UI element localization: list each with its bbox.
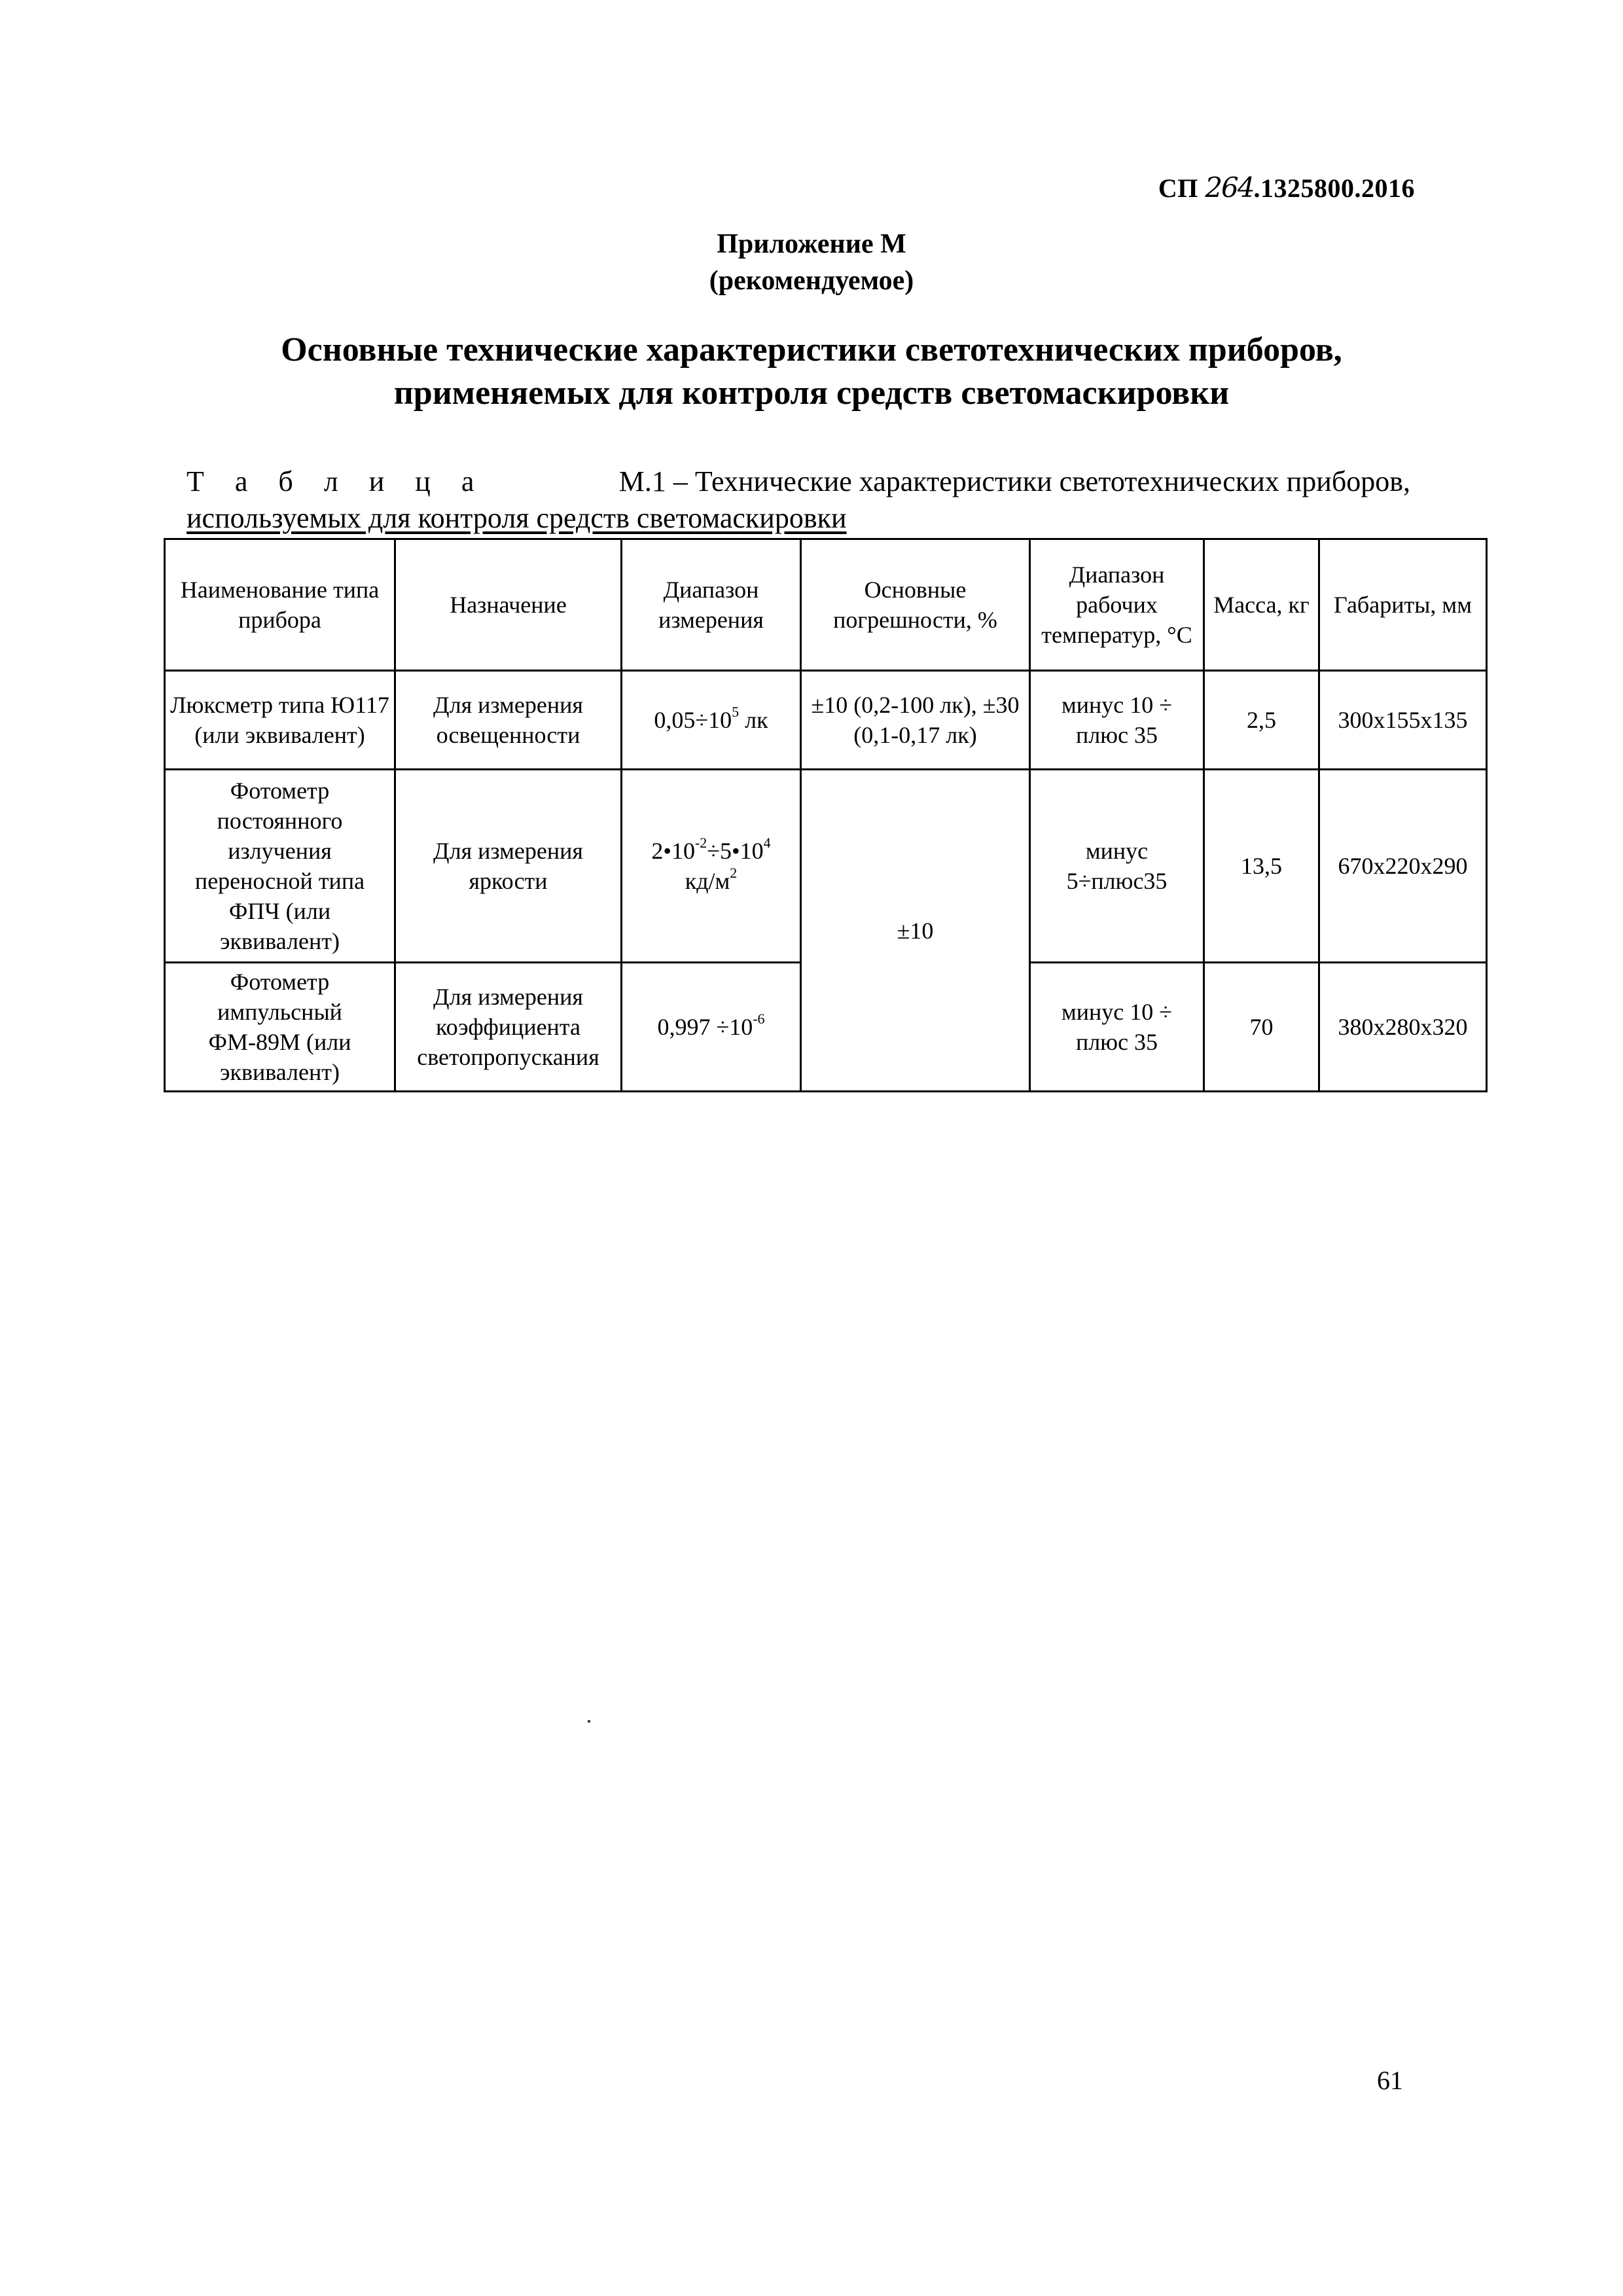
header-cell: Основные погрешности, % [801, 539, 1030, 671]
cell-mass: 2,5 [1204, 671, 1319, 770]
cell-mass: 70 [1204, 963, 1319, 1092]
cell-purpose: Для измерения яркости [395, 770, 622, 963]
table-header-row [165, 539, 1487, 671]
header-cell: Диапазон измерения [622, 539, 801, 671]
header-cell: Масса, кг [1204, 539, 1319, 671]
appendix-heading [0, 226, 1623, 299]
table-caption [187, 463, 1410, 537]
main-title-line-1: Основные технические характеристики светотехнических приборов, [281, 331, 1342, 368]
cell-dims: 300х155х135 [1319, 671, 1487, 770]
cell-temp: минус 10 ÷ плюс 35 [1030, 963, 1204, 1092]
cell-purpose: Для измерения коэффициента светопропускания [395, 963, 622, 1092]
caption-label: Т а б л и ц а [187, 465, 486, 497]
cell-range: $0,05\div 10^5$ лк [622, 671, 801, 770]
caption-line-2: используемых для контроля средств светомаскировки [187, 502, 847, 534]
cell-temp: минус 10 ÷ плюс 35 [1030, 671, 1204, 770]
cell-name: Люксметр типа Ю117 (или эквивалент) [165, 671, 395, 770]
table-row [165, 770, 1487, 963]
cell-name: Фотометр постоянного излучения переносной типа ФПЧ (или эквивалент) [165, 770, 395, 963]
main-title-line-2: применяемых для контроля средств светомаскировки [393, 374, 1230, 412]
handwritten-number: 264 [1205, 171, 1254, 204]
caption-line-1: М.1 – Технические характеристики светотехнических приборов, [618, 465, 1410, 497]
cell-name: Фотометр импульсный ФМ-89М (или эквивалент) [165, 963, 395, 1092]
cell-temp: минус 5÷плюс35 [1030, 770, 1204, 963]
appendix-title: Приложение М [717, 229, 906, 259]
appendix-note: (рекомендуемое) [709, 266, 914, 296]
cell-error: ±10 (0,2-100 лк), ±30 (0,1-0,17 лк) [801, 671, 1030, 770]
header-cell: Назначение [395, 539, 622, 671]
scan-speck [588, 1720, 590, 1723]
cell-error-merged: ±10 [801, 770, 1030, 1092]
main-title [0, 329, 1623, 415]
cell-dims: 670х220х290 [1319, 770, 1487, 963]
table-row [165, 671, 1487, 770]
cell-range: $0,997 \div 10^{-6}$ [622, 963, 801, 1092]
header-cell: Габариты, мм [1319, 539, 1487, 671]
cell-dims: 380х280х320 [1319, 963, 1487, 1092]
cell-range: $2•10^{-2}\div 5•10^4$ $кд/м^2$ [622, 770, 801, 963]
header-cell: Наименование типа прибора [165, 539, 395, 671]
header-cell: Диапазон рабочих температур, °С [1030, 539, 1204, 671]
cell-mass: 13,5 [1204, 770, 1319, 963]
cell-purpose: Для измерения освещенности [395, 671, 622, 770]
page-number: 61 [1377, 2066, 1403, 2095]
spec-table [164, 538, 1488, 1092]
document-code: СП 264.1325800.2016 [1158, 171, 1415, 204]
